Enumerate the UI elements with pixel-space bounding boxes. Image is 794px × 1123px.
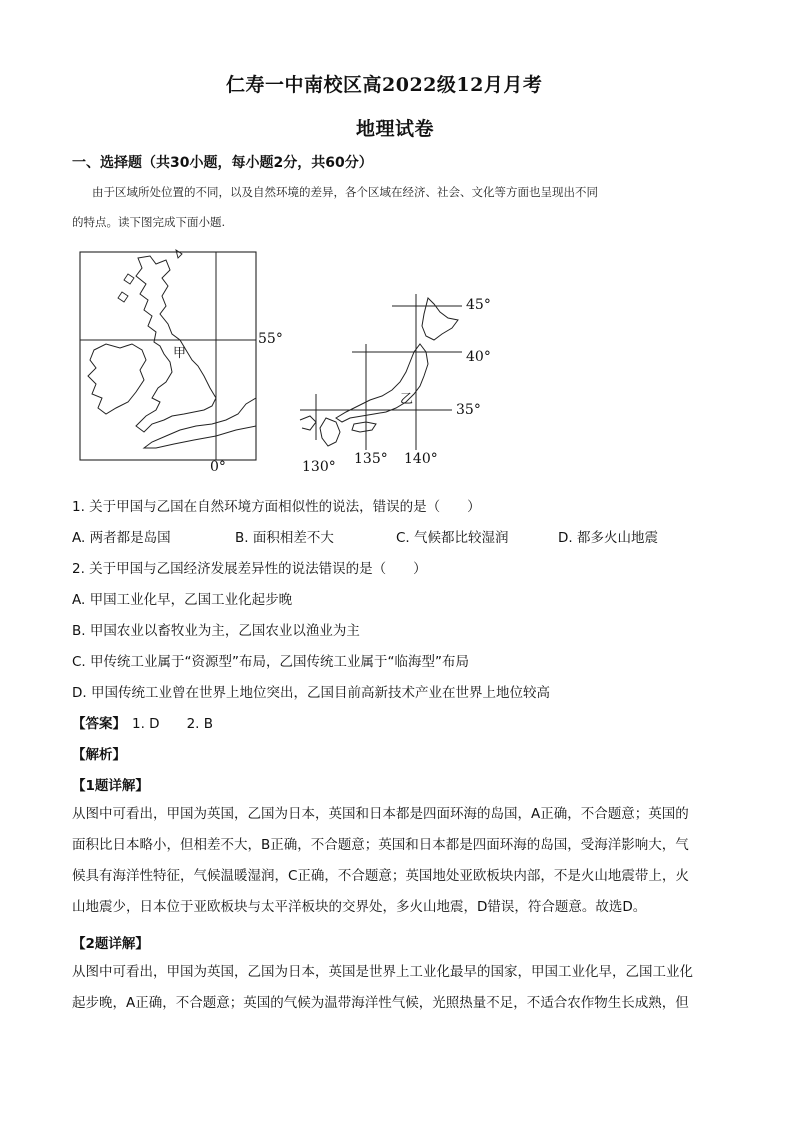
lon-label-130: 130° bbox=[302, 459, 336, 475]
british-isles-map bbox=[76, 248, 296, 468]
country-label-yi: 乙 bbox=[400, 392, 414, 407]
japan-map bbox=[296, 290, 496, 480]
lat-label-45: 45° bbox=[466, 297, 491, 313]
detail-1-tag: 【1题详解】 bbox=[72, 778, 149, 794]
detail-1-line-4: 山地震少，日本位于亚欧板块与太平洋板块的交界处，多火山地震，D错误，符合题意。故选D。 bbox=[72, 899, 647, 915]
lon-label-140: 140° bbox=[404, 451, 438, 467]
detail-1-line-1: 从图中可看出，甲国为英国，乙国为日本，英国和日本都是四面环海的岛国，A正确，不合题意；英国的 bbox=[72, 806, 689, 822]
analysis-tag: 【解析】 bbox=[72, 747, 126, 763]
exam-title: 仁寿一中南校区高2022级12月月考 bbox=[226, 74, 543, 96]
lat-label-55: 55° bbox=[258, 331, 283, 347]
question-2-option-c: C. 甲传统工业属于“资源型”布局，乙国传统工业属于“临海型”布局 bbox=[72, 654, 469, 670]
question-1-option-d: D. 都多火山地震 bbox=[558, 530, 658, 546]
detail-2-line-1: 从图中可看出，甲国为英国，乙国为日本，英国是世界上工业化最早的国家，甲国工业化早，乙国工业化 bbox=[72, 964, 693, 980]
question-2-option-b: B. 甲国农业以畜牧业为主，乙国农业以渔业为主 bbox=[72, 623, 360, 639]
answer-text: 1. D 2. B bbox=[132, 716, 213, 732]
lon-label-135: 135° bbox=[354, 451, 388, 467]
intro-line-2: 的特点。读下图完成下面小题. bbox=[72, 215, 226, 229]
question-2-stem: 2. 关于甲国与乙国经济发展差异性的说法错误的是（ ） bbox=[72, 561, 427, 577]
detail-1-line-2: 面积比日本略小，但相差不大，B正确，不合题意；英国和日本都是四面环海的岛国，受海洋影响大，气 bbox=[72, 837, 689, 853]
question-2-option-d: D. 甲国传统工业曾在世界上地位突出，乙国目前高新技术产业在世界上地位较高 bbox=[72, 685, 550, 701]
question-1-option-c: C. 气候都比较湿润 bbox=[396, 530, 509, 546]
japan-map-svg bbox=[296, 290, 496, 480]
question-2-option-a: A. 甲国工业化早，乙国工业化起步晚 bbox=[72, 592, 293, 608]
lon-label-0: 0° bbox=[210, 459, 226, 475]
section-heading: 一、选择题（共30小题，每小题2分，共60分） bbox=[72, 155, 373, 171]
intro-line-1: 由于区域所处位置的不同，以及自然环境的差异，各个区域在经济、社会、文化等方面也呈现出不同 bbox=[92, 185, 598, 199]
answer-line bbox=[72, 712, 213, 732]
lat-label-35: 35° bbox=[456, 402, 481, 418]
question-1-option-a: A. 两者都是岛国 bbox=[72, 530, 171, 546]
detail-1-line-3: 候具有海洋性特征，气候温暖湿润，C正确，不合题意；英国地处亚欧板块内部，不是火山地震带上，火 bbox=[72, 868, 689, 884]
lat-label-40: 40° bbox=[466, 349, 491, 365]
detail-2-line-2: 起步晚，A正确，不合题意；英国的气候为温带海洋性气候，光照热量不足，不适合农作物生长成熟，但 bbox=[72, 995, 689, 1011]
answer-tag: 【答案】 bbox=[72, 716, 126, 732]
detail-2-tag: 【2题详解】 bbox=[72, 936, 149, 952]
question-1-option-b: B. 面积相差不大 bbox=[235, 530, 334, 546]
country-label-jia: 甲 bbox=[173, 346, 187, 361]
exam-subtitle: 地理试卷 bbox=[356, 118, 435, 140]
question-1-stem: 1. 关于甲国与乙国在自然环境方面相似性的说法，错误的是（ ） bbox=[72, 499, 481, 515]
